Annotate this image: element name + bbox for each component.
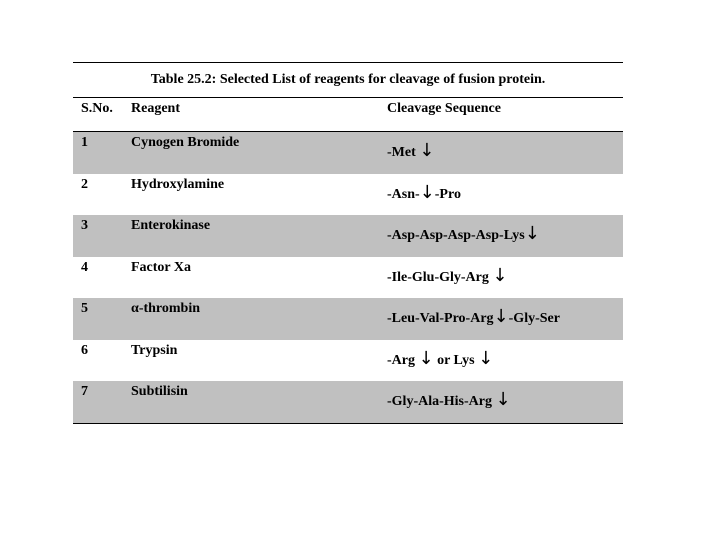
row-cleavage-sequence: [387, 140, 434, 161]
row-cleavage-sequence: [387, 306, 560, 327]
row-cleavage-sequence: [387, 348, 493, 369]
table-row: [73, 215, 623, 257]
row-reagent: Factor Xa: [131, 259, 191, 275]
sequence-fragment: -Asn-: [387, 186, 420, 202]
row-reagent: Enterokinase: [131, 218, 211, 233]
row-reagent: Trypsin: [131, 342, 178, 358]
row-sno: 4: [81, 259, 88, 275]
sequence-fragment: -Ile-Glu-Gly-Arg: [387, 269, 493, 285]
header-sno: S.No.: [81, 101, 113, 116]
cleavage-arrow-icon: ↓: [524, 223, 540, 244]
table-row: [73, 381, 623, 423]
row-cleavage-sequence: [387, 223, 540, 244]
table-row: [73, 257, 623, 299]
header-reagent: Reagent: [131, 101, 180, 116]
sequence-fragment: -Met: [387, 145, 420, 160]
table-row: [73, 174, 623, 216]
table-row: [73, 298, 623, 340]
table-header-row: [73, 98, 623, 132]
table-body: [73, 132, 623, 423]
row-reagent: Cynogen Bromide: [131, 135, 240, 150]
reagent-table: [73, 62, 623, 424]
row-reagent: Subtilisin: [131, 384, 188, 399]
header-cleavage-sequence: Cleavage Sequence: [387, 101, 501, 116]
cleavage-arrow-icon: ↓: [493, 306, 509, 327]
cleavage-arrow-icon: ↓: [495, 389, 511, 410]
row-cleavage-sequence: [387, 389, 511, 410]
table-caption: Table 25.2: Selected List of reagents for cleavage of fusion protein.: [73, 63, 623, 98]
sequence-fragment: -Pro: [434, 186, 461, 202]
table-row: [73, 340, 623, 382]
cleavage-arrow-icon: ↓: [419, 181, 435, 203]
row-cleavage-sequence: [387, 182, 461, 203]
cleavage-arrow-icon: ↓: [418, 347, 434, 369]
row-sno: 1: [81, 135, 88, 150]
sequence-fragment: -Gly-Ser: [508, 311, 560, 326]
row-sno: 2: [81, 176, 88, 192]
table-row: [73, 132, 623, 174]
row-sno: 6: [81, 342, 88, 358]
cleavage-arrow-icon: ↓: [478, 347, 494, 369]
row-sno: 7: [81, 384, 88, 399]
sequence-fragment: -Arg: [387, 352, 419, 368]
sequence-fragment: -Asp-Asp-Asp-Asp-Lys: [387, 228, 525, 243]
sequence-fragment: -Gly-Ala-His-Arg: [387, 394, 496, 409]
sequence-fragment: -Leu-Val-Pro-Arg: [387, 311, 494, 326]
cleavage-arrow-icon: ↓: [492, 264, 508, 286]
row-cleavage-sequence: [387, 265, 507, 286]
row-reagent: Hydroxylamine: [131, 176, 225, 192]
row-sno: 3: [81, 218, 88, 233]
sequence-fragment: or Lys: [433, 352, 479, 368]
cleavage-arrow-icon: ↓: [419, 140, 435, 161]
row-reagent: α-thrombin: [131, 301, 201, 316]
row-sno: 5: [81, 301, 88, 316]
table-bottom-rule: [73, 423, 623, 424]
